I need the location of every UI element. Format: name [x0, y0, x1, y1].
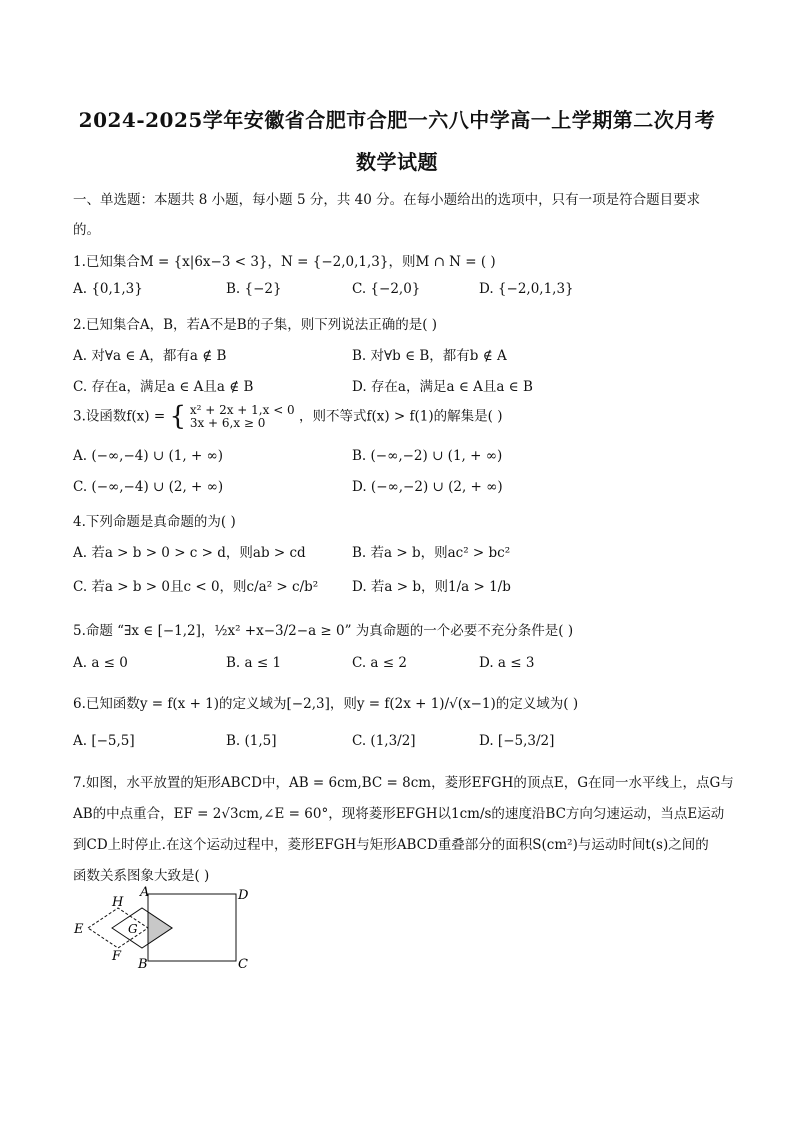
exam-subtitle: 数学试题 [356, 150, 438, 174]
q3-option-c: C. (−∞,−4) ∪ (2, + ∞) [73, 479, 224, 495]
q2-option-b: B. 对∀b ∈ B，都有b ∉ A [352, 348, 507, 364]
q3-stem-pre: 3.设函数f(x) = [73, 408, 166, 425]
q4-option-c: C. 若a > b > 0且c < 0，则c/a² > c/b² [73, 579, 319, 595]
q3-option-b: B. (−∞,−2) ∪ (1, + ∞) [352, 448, 503, 464]
overlap-region [148, 912, 172, 944]
question-1-stem: 1.已知集合M = {x|6x−3 < 3}，N = {−2,0,1,3}，则M ∩ N = ( ) [73, 254, 496, 270]
label-e: E [74, 922, 84, 937]
q4-option-a: A. 若a > b > 0 > c > d，则ab > cd [73, 545, 306, 561]
question-7-stem-3: 到CD上时停止.在这个运动过程中，菱形EFGH与矩形ABCD重叠部分的面积S(cm²)与运动时间t(s)之间的 [73, 837, 709, 853]
q1-option-d: D. {−2,0,1,3} [479, 281, 574, 297]
q2-option-a: A. 对∀a ∈ A，都有a ∉ B [73, 348, 227, 364]
q3-piece-1: x² + 2x + 1,x < 0 [189, 403, 295, 417]
label-a: A [140, 886, 150, 900]
q6-option-c: C. (1,3/2] [352, 733, 416, 749]
q3-stem-post: ，则不等式f(x) > f(1)的解集是( ) [299, 408, 503, 425]
label-d: D [238, 888, 249, 903]
question-2-stem: 2.已知集合A，B，若A不是B的子集，则下列说法正确的是( ) [73, 317, 438, 333]
q2-option-c: C. 存在a，满足a ∈ A且a ∉ B [73, 379, 254, 395]
q3-piecewise [169, 401, 295, 432]
label-h: H [112, 895, 124, 910]
question-7-stem-2: AB的中点重合，EF = 2√3cm,∠E = 60°，现将菱形EFGH以1cm/s的速度沿BC方向匀速运动，当点E运动 [73, 806, 725, 822]
q1-option-b: B. {−2} [226, 281, 282, 297]
label-g: G [128, 922, 138, 936]
q5-option-b: B. a ≤ 1 [226, 655, 282, 671]
label-f: F [112, 949, 122, 964]
q1-option-c: C. {−2,0} [352, 281, 421, 297]
exam-title: 2024-2025学年安徽省合肥市合肥一六八中学高一上学期第二次月考 [78, 108, 716, 132]
question-4-stem: 4.下列命题是真命题的为( ) [73, 514, 236, 530]
question-5-stem: 5.命题 “∃x ∈ [−1,2]，½x² +x−3/2−a ≥ 0” 为真命题的一个必要不充分条件是( ) [73, 623, 574, 639]
q4-option-d: D. 若a > b，则1/a > 1/b [352, 579, 511, 595]
q4-option-b: B. 若a > b，则ac² > bc² [352, 545, 511, 561]
question-7-stem-1: 7.如图，水平放置的矩形ABCD中，AB = 6cm,BC = 8cm，菱形EFGH的顶点E，G在同一水平线上，点G与 [73, 775, 734, 791]
q1-option-a: A. {0,1,3} [73, 281, 143, 297]
q2-option-d: D. 存在a，满足a ∈ A且a ∈ B [352, 379, 533, 395]
q5-option-a: A. a ≤ 0 [73, 655, 128, 671]
q6-option-a: A. [−5,5] [73, 733, 135, 749]
label-b: B [138, 957, 148, 972]
q5-option-c: C. a ≤ 2 [352, 655, 407, 671]
q3-option-d: D. (−∞,−2) ∪ (2, + ∞) [352, 479, 503, 495]
q5-option-d: D. a ≤ 3 [479, 655, 535, 671]
q3-piece-2: 3x + 6,x ≥ 0 [189, 416, 266, 430]
section-heading-cont: 的。 [73, 222, 100, 238]
section-heading: 一、单选题：本题共 8 小题，每小题 5 分，共 40 分。在每小题给出的选项中，只有一项是符合题目要求 [73, 192, 701, 208]
q3-option-a: A. (−∞,−4) ∪ (1, + ∞) [73, 448, 224, 464]
q6-option-d: D. [−5,3/2] [479, 733, 555, 749]
label-c: C [238, 957, 248, 972]
question-6-stem: 6.已知函数y = f(x + 1)的定义域为[−2,3]，则y = f(2x + 1)/√(x−1)的定义域为( ) [73, 696, 579, 712]
q6-option-b: B. (1,5] [226, 733, 277, 749]
brace-glyph: { [169, 401, 186, 432]
question-7-stem-4: 函数关系图象大致是( ) [73, 868, 210, 884]
rhombus-dashed [88, 908, 148, 948]
rhombus-rectangle-figure [70, 886, 270, 976]
question-3-stem [73, 401, 503, 432]
